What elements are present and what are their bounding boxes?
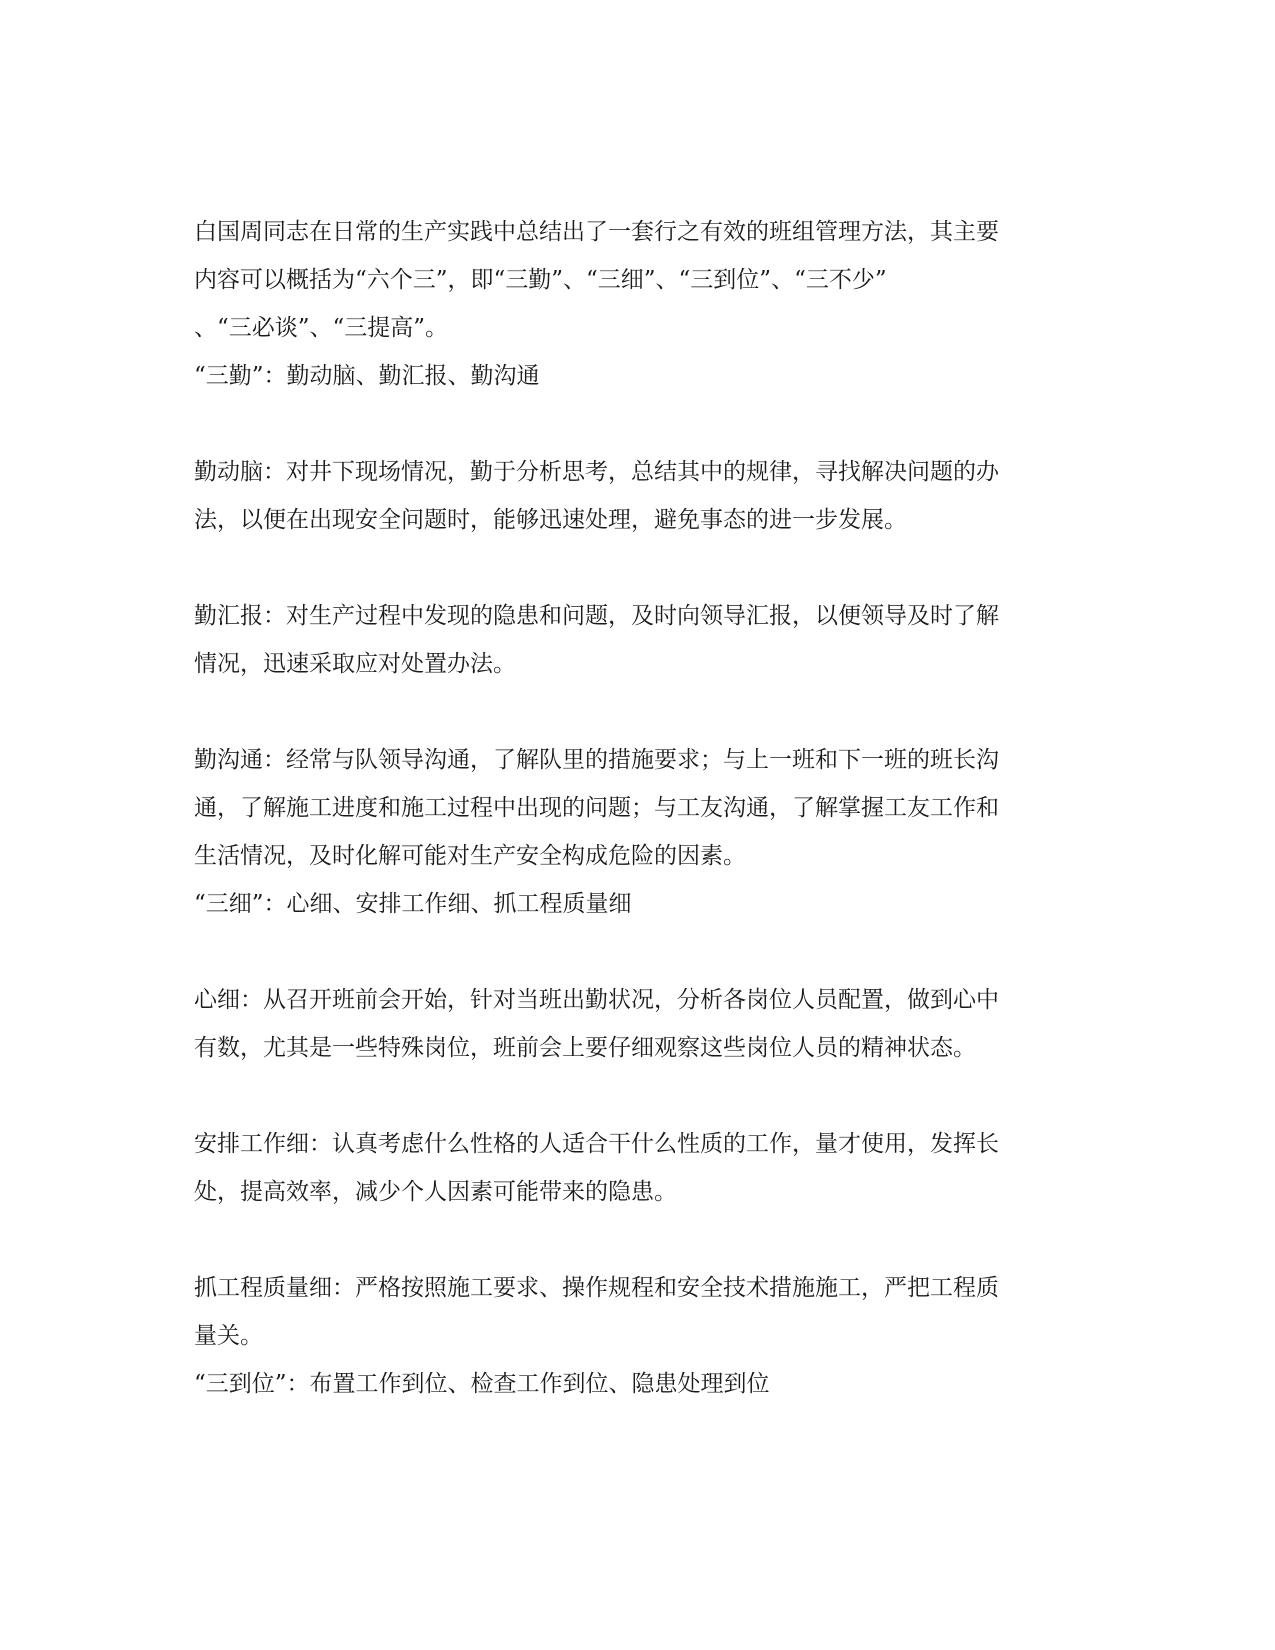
text-line: 勤汇报：对生产过程中发现的隐患和问题，及时向领导汇报，以便领导及时了解 [194,603,999,629]
text-line: 勤动脑：对井下现场情况，勤于分析思考，总结其中的规律，寻找解决问题的办 [194,459,999,485]
text-line: 安排工作细：认真考虑什么性格的人适合干什么性质的工作，量才使用，发挥长 [194,1131,999,1157]
text-line: 法，以便在出现安全问题时，能够迅速处理，避免事态的进一步发展。 [194,507,907,533]
paragraph-gap [194,928,1074,976]
paragraph-gap [194,1216,1074,1264]
text-line: 内容可以概括为“六个三”，即“三勤”、“三细”、“三到位”、“三不少” [194,267,887,293]
text-line: 白国周同志在日常的生产实践中总结出了一套行之有效的班组管理方法，其主要 [194,219,999,245]
section-heading-sanqin: “三勤”：勤动脑、勤汇报、勤沟通 [194,363,540,389]
text-line: 生活情况，及时化解可能对生产安全构成危险的因素。 [194,843,746,869]
text-line: 有数，尤其是一些特殊岗位，班前会上要仔细观察这些岗位人员的精神状态。 [194,1035,976,1061]
text-line: 勤沟通：经常与队领导沟通，了解队里的措施要求；与上一班和下一班的班长沟 [194,747,999,773]
section-heading-sandaowei: “三到位”：布置工作到位、检查工作到位、隐患处理到位 [194,1371,770,1397]
paragraph-gap [194,688,1074,736]
document-body [194,208,1074,1408]
text-line: 、“三必谈”、“三提高”。 [194,315,449,341]
paragraph-gap [194,544,1074,592]
text-line: 情况，迅速采取应对处置办法。 [194,651,516,677]
text-line: 抓工程质量细：严格按照施工要求、操作规程和安全技术措施施工，严把工程质 [194,1275,999,1301]
section-heading-sanxi: “三细”：心细、安排工作细、抓工程质量细 [194,891,632,917]
paragraph-gap [194,1072,1074,1120]
text-line: 通，了解施工进度和施工过程中出现的问题；与工友沟通，了解掌握工友工作和 [194,795,999,821]
paragraph-gap [194,400,1074,448]
text-line: 心细：从召开班前会开始，针对当班出勤状况，分析各岗位人员配置，做到心中 [194,987,999,1013]
text-line: 处，提高效率，减少个人因素可能带来的隐患。 [194,1179,677,1205]
text-line: 量关。 [194,1323,263,1349]
